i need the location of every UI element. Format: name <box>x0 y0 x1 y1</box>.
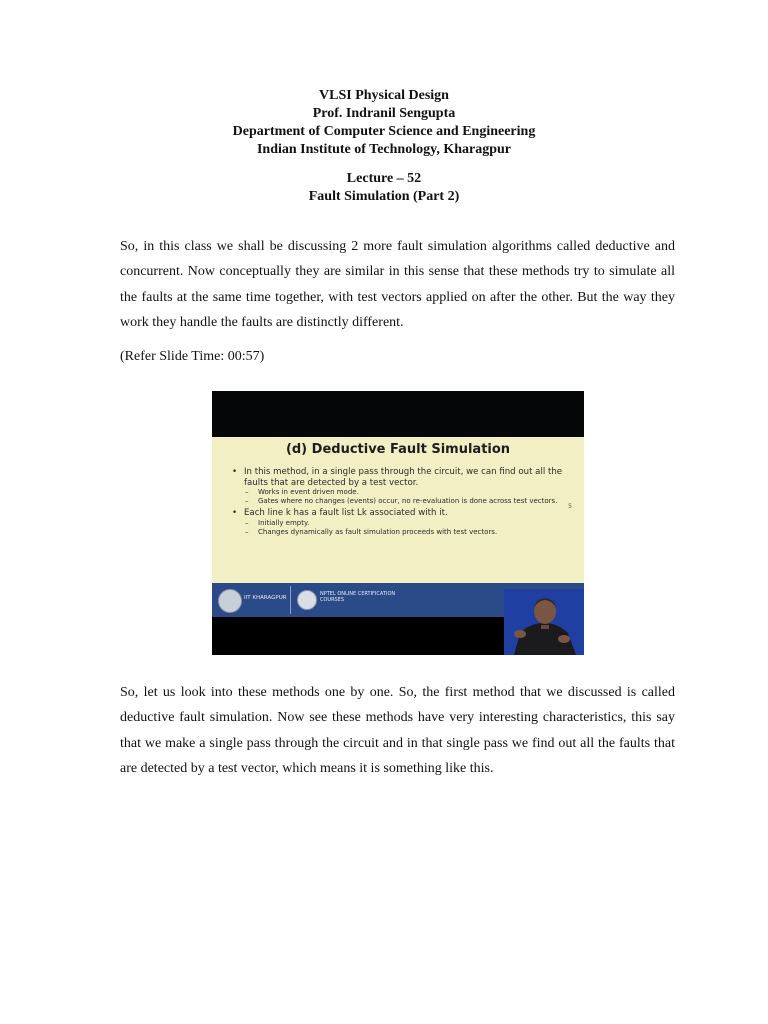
slide-sub-bullet: – Works in event driven mode. <box>245 488 359 497</box>
lecture-header <box>0 170 768 206</box>
slide-page-number: 5 <box>568 503 572 510</box>
presenter-figure-icon <box>504 589 584 655</box>
nptel-logo-icon <box>297 590 317 610</box>
dash-icon: – <box>245 527 249 536</box>
slide-top-band <box>212 391 584 437</box>
slide-sub-bullet: – Initially empty. <box>245 518 310 527</box>
paragraph-deductive: So, let us look into these methods one by one. So, the first method that we discussed is called deductive fault simulation. Now see these methods have very interesting characteristics, this say that we make a single pass through the circuit and in that single pass we find out all the faults that are detected by a test vector, which means it is something like this. <box>120 685 675 776</box>
slide-bullet: • Each line k has a fault list Lk associated with it. <box>232 508 448 519</box>
footer-left-label: IIT KHARAGPUR <box>244 595 287 601</box>
course-title: VLSI Physical Design <box>319 88 449 103</box>
bullet-icon: • <box>232 467 238 477</box>
presenter-video-inset <box>504 589 584 655</box>
slide-body <box>212 437 584 583</box>
slide-bullet: • In this method, in a single pass through the circuit, we can find out all the faults that are detected by a test vector. <box>232 467 563 488</box>
lecture-topic: Fault Simulation (Part 2) <box>308 189 460 204</box>
dash-icon: – <box>245 518 249 527</box>
institute-name: Indian Institute of Technology, Kharagpur <box>256 142 511 157</box>
bullet-icon: • <box>232 508 238 519</box>
footer-right-label: NPTEL ONLINE CERTIFICATION COURSES <box>320 591 396 603</box>
lecture-number: Lecture – 52 <box>346 171 422 186</box>
slide-sub-bullet: – Changes dynamically as fault simulation proceeds with test vectors. <box>245 527 498 536</box>
dash-icon: – <box>245 497 249 506</box>
dash-icon: – <box>245 488 249 497</box>
department-name: Department of Computer Science and Engineering <box>232 124 536 139</box>
professor-name: Prof. Indranil Sengupta <box>312 106 456 121</box>
slide-sub-bullet: – Gates where no changes (events) occur, no re-evaluation is done across test vectors. <box>245 497 558 506</box>
iit-logo-icon <box>218 589 242 613</box>
refer-slide-time: (Refer Slide Time: 00:57) <box>120 349 265 364</box>
slide-title: (d) Deductive Fault Simulation <box>285 442 511 457</box>
lecture-slide-image <box>212 391 584 655</box>
footer-divider <box>290 586 291 614</box>
slide-content <box>230 467 575 537</box>
paragraph-intro: So, in this class we shall be discussing 2 more fault simulation algorithms called deductive and concurrent. Now conceptually they are similar in this sense that these methods try to simulate all the faults at the same time together, with test vectors applied on after the other. But the way they work they handle the faults are distinctly different. <box>120 239 675 330</box>
document-header <box>0 87 768 159</box>
